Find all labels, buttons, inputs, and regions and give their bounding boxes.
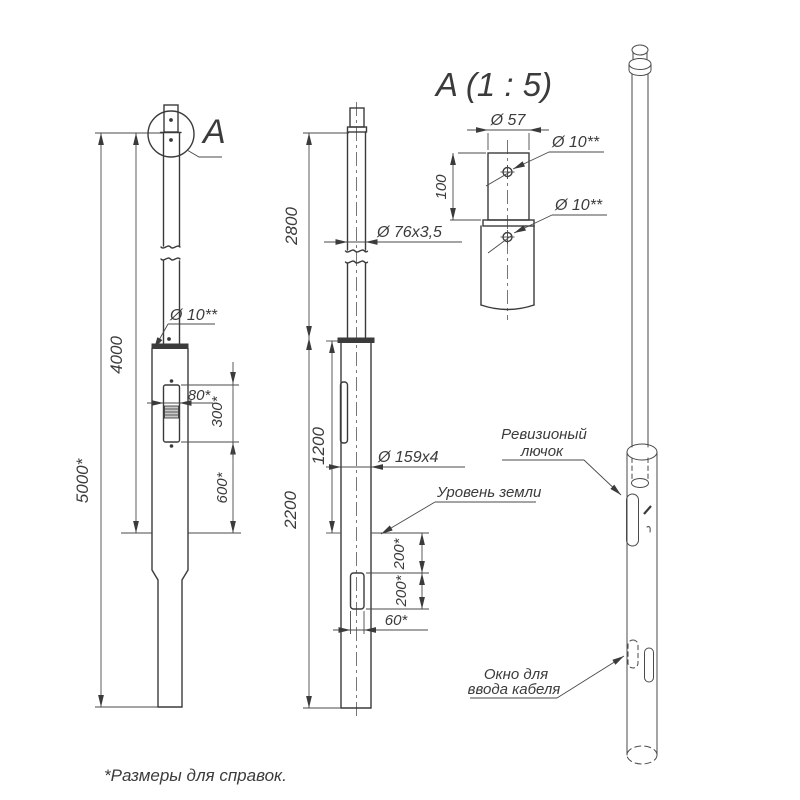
pole-top-cap	[350, 108, 364, 127]
cable-window-side	[351, 573, 365, 609]
hole-dot	[170, 119, 173, 122]
iso-tip	[632, 45, 648, 55]
iso-revision-hatch	[627, 494, 639, 546]
joint-collar	[152, 344, 188, 349]
callout-leader	[187, 150, 222, 157]
leader-arrow	[557, 656, 624, 698]
leader-tail	[486, 172, 510, 186]
center-mark	[170, 380, 173, 383]
dim-text-200-lower: 200*	[393, 575, 410, 607]
iso-small-mark	[647, 527, 650, 532]
iso-cable-window	[645, 648, 654, 682]
footnote: *Размеры для справок.	[104, 766, 287, 785]
hatch-label-line1: Ревизионый	[501, 426, 587, 443]
window-label-line2: ввода кабеля	[467, 681, 561, 698]
leader-arrow	[381, 502, 435, 534]
hatch-label-line2: лючок	[520, 443, 564, 460]
detail-lower-tube-bottom	[481, 305, 534, 310]
iso-inner-tube-end	[632, 479, 649, 488]
dim-text-2800: 2800	[282, 207, 301, 245]
lower-tube-left	[152, 349, 158, 708]
dim-text-d10-upper: Ø 10**	[552, 134, 600, 151]
dim-text-1200: 1200	[309, 427, 328, 465]
leader-arrow	[584, 460, 621, 495]
dim-text-600: 600*	[214, 472, 231, 504]
leader-arrow	[513, 152, 549, 169]
dim-text-2200: 2200	[281, 491, 300, 529]
dim-text-60: 60*	[384, 612, 408, 629]
dim-text-4000: 4000	[107, 336, 126, 374]
iso-collar	[629, 59, 651, 70]
detail-upper-tube	[488, 153, 529, 220]
detail-view-a	[433, 66, 607, 320]
center-mark	[170, 445, 173, 448]
dim-text-d76: Ø 76x3,5	[377, 224, 442, 241]
break-mark	[161, 258, 180, 260]
iso-bottom-end	[627, 746, 657, 764]
top-collar	[348, 127, 367, 132]
ground-label: Уровень земли	[437, 484, 542, 501]
dim-text-d57: Ø 57	[490, 112, 526, 129]
detail-title: A (1 : 5)	[435, 66, 553, 103]
detail-collar	[483, 220, 534, 226]
dim-text-d10-lower: Ø 10**	[555, 197, 603, 214]
dim-text-100: 100	[433, 174, 450, 200]
hole-dot	[170, 139, 173, 142]
dim-text-300: 300*	[209, 396, 226, 428]
iso-lower-tube-top	[627, 444, 657, 460]
iso-weld-mark	[644, 506, 651, 514]
front-view	[73, 105, 241, 707]
break-mark	[346, 250, 368, 252]
dim-text-5000: 5000*	[73, 458, 92, 504]
iso-cable-window-hidden	[628, 640, 638, 668]
leader-arrow	[514, 215, 552, 233]
callout-label: A	[203, 113, 226, 151]
dim-text-d10: Ø 10**	[170, 307, 218, 324]
joint-collar	[338, 338, 374, 343]
dim-text-200-upper: 200*	[391, 538, 408, 570]
dim-text-d159: Ø 159x4	[378, 449, 439, 466]
dim-text-80: 80*	[187, 387, 211, 404]
window-label-line1: Окно для	[483, 666, 549, 683]
side-view	[281, 102, 542, 716]
hole-dot	[168, 338, 171, 341]
